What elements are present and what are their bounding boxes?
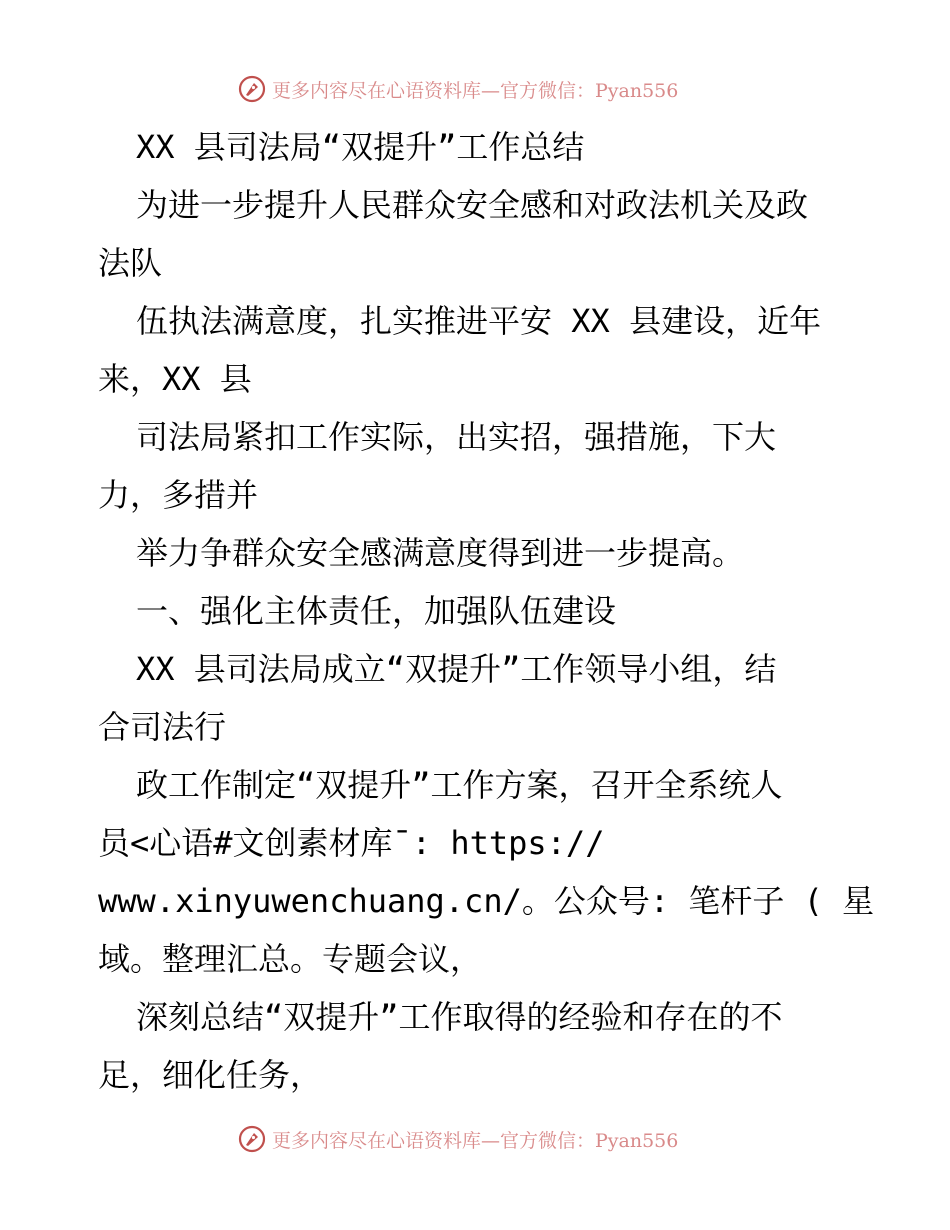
paragraph-line: 来，XX 县 xyxy=(98,360,252,398)
pen-nib-logo-icon xyxy=(238,75,266,103)
paragraph-line: www.xinyuwenchuang.cn/。公众号: 笔杆子 ( 星 xyxy=(98,882,875,920)
header-watermark xyxy=(238,74,678,104)
paragraph-line: 法队 xyxy=(98,244,163,282)
paragraph-line: 合司法行 xyxy=(98,708,227,746)
section-heading: 一、强化主体责任，加强队伍建设 xyxy=(136,592,617,630)
footer-watermark xyxy=(238,1124,678,1154)
paragraph-line: 员<心语#文创素材库¯: https:// xyxy=(98,824,605,862)
pen-nib-logo-icon xyxy=(238,1125,266,1153)
watermark-text: 更多内容尽在心语资料库—官方微信：Pyan556 xyxy=(272,1129,679,1152)
paragraph-line: 司法局紧扣工作实际，出实招，强措施，下大 xyxy=(136,418,777,456)
document-body xyxy=(98,118,875,1104)
paragraph-line: 举力争群众安全感满意度得到进一步提高。 xyxy=(136,534,745,572)
watermark-text: 更多内容尽在心语资料库—官方微信：Pyan556 xyxy=(272,79,679,102)
paragraph-line: 深刻总结“双提升”工作取得的经验和存在的不 xyxy=(136,998,783,1036)
paragraph-line: 力，多措并 xyxy=(98,476,259,514)
paragraph-line: 政工作制定“双提升”工作方案，召开全系统人 xyxy=(136,766,783,804)
paragraph-line: XX 县司法局成立“双提升”工作领导小组，结 xyxy=(136,650,777,688)
paragraph-line: 为进一步提升人民群众安全感和对政法机关及政 xyxy=(136,186,809,224)
paragraph-line: 足，细化任务， xyxy=(98,1056,323,1094)
document-title: XX 县司法局“双提升”工作总结 xyxy=(136,128,585,166)
paragraph-line: 域。整理汇总。专题会议， xyxy=(98,940,483,978)
paragraph-line: 伍执法满意度，扎实推进平安 XX 县建设，近年 xyxy=(136,302,822,340)
